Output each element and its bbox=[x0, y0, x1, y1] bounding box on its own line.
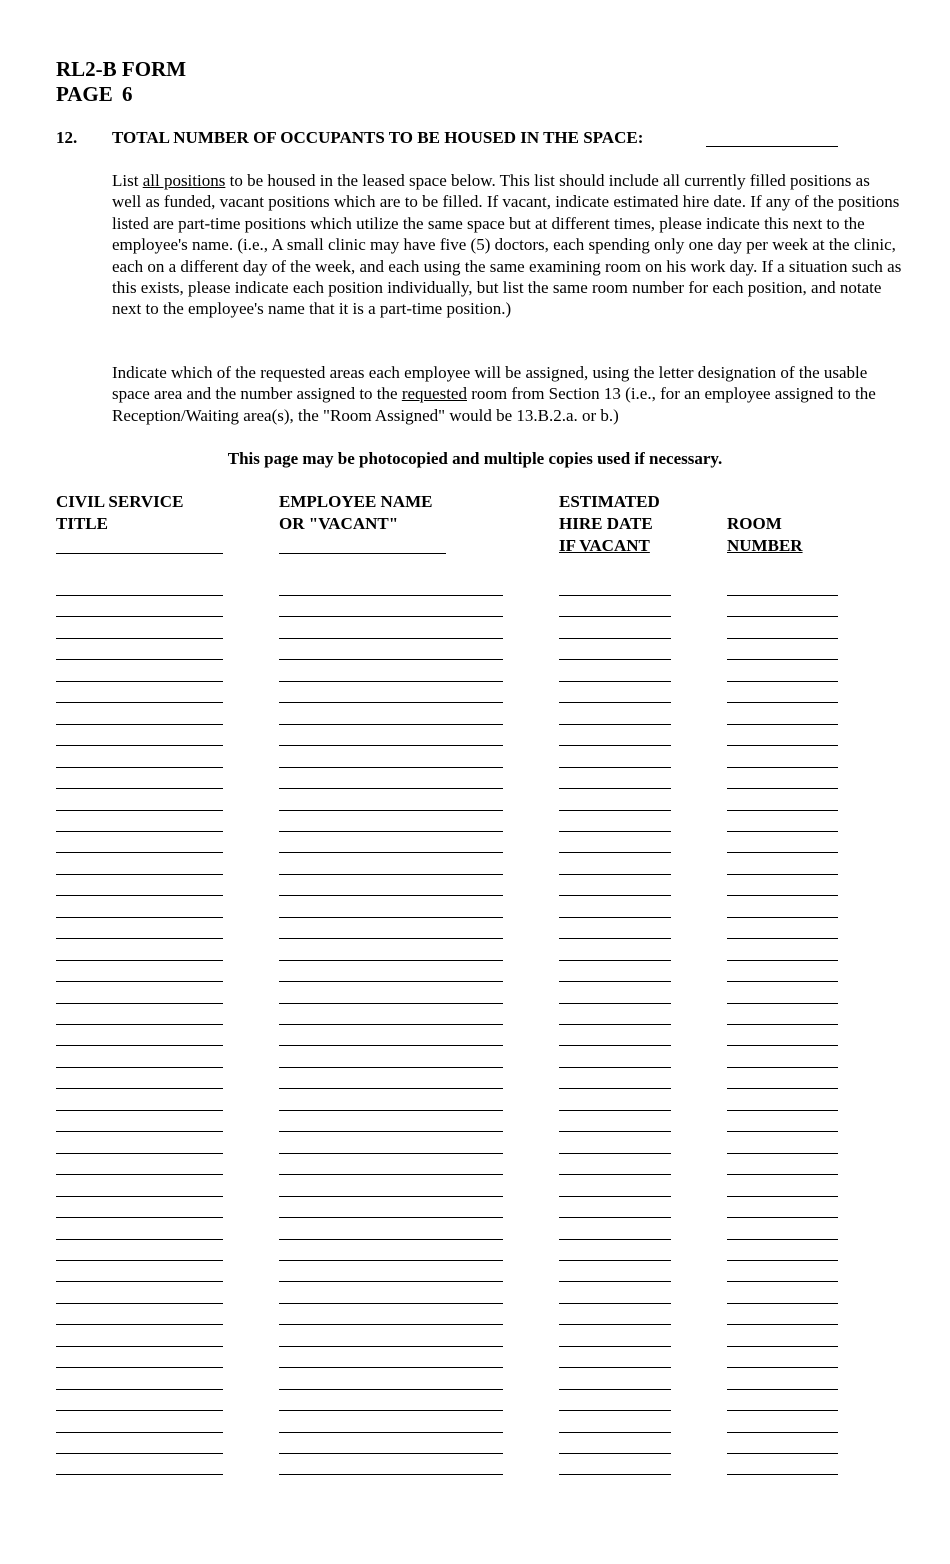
column-header-line: NUMBER bbox=[727, 536, 803, 555]
hire-date-line[interactable] bbox=[559, 1367, 671, 1368]
room-number-line[interactable] bbox=[727, 1303, 838, 1304]
hire-date-line[interactable] bbox=[559, 960, 671, 961]
hire-date-line[interactable] bbox=[559, 745, 671, 746]
page-number: PAGE 6 bbox=[56, 82, 133, 106]
civil-service-title-line[interactable] bbox=[56, 595, 223, 596]
room-number-line[interactable] bbox=[727, 616, 838, 617]
civil-service-title-line[interactable] bbox=[56, 1410, 223, 1411]
employee-name-line[interactable] bbox=[279, 1024, 503, 1025]
employee-name-line[interactable] bbox=[279, 895, 503, 896]
employee-name-line[interactable] bbox=[279, 745, 503, 746]
room-number-line[interactable] bbox=[727, 1217, 838, 1218]
employee-name-line[interactable] bbox=[279, 960, 503, 961]
question-text: TOTAL NUMBER OF OCCUPANTS TO BE HOUSED IN THE SPACE: bbox=[112, 128, 644, 147]
room-number-line[interactable] bbox=[727, 895, 838, 896]
room-number-line[interactable] bbox=[727, 681, 838, 682]
room-number-line[interactable] bbox=[727, 745, 838, 746]
instructions-text: List bbox=[112, 171, 143, 190]
civil-service-title-line[interactable] bbox=[56, 724, 223, 725]
civil-service-title-line[interactable] bbox=[56, 616, 223, 617]
room-number-line[interactable] bbox=[727, 724, 838, 725]
civil-service-title-line[interactable] bbox=[56, 981, 223, 982]
column-header-line: ESTIMATED bbox=[559, 492, 660, 511]
employee-name-line[interactable] bbox=[279, 1260, 503, 1261]
hire-date-line[interactable] bbox=[559, 1088, 671, 1089]
employee-name-line[interactable] bbox=[279, 1432, 503, 1433]
room-number-line[interactable] bbox=[727, 1088, 838, 1089]
form-title: RL2-B FORM bbox=[56, 57, 187, 81]
hire-date-line[interactable] bbox=[559, 938, 671, 939]
employee-name-line[interactable] bbox=[279, 1174, 503, 1175]
employee-name-line[interactable] bbox=[279, 1217, 503, 1218]
hire-date-line[interactable] bbox=[559, 917, 671, 918]
room-number-line[interactable] bbox=[727, 1324, 838, 1325]
hire-date-line[interactable] bbox=[559, 852, 671, 853]
civil-service-title-line[interactable] bbox=[56, 1174, 223, 1175]
room-number-line[interactable] bbox=[727, 702, 838, 703]
room-number-line[interactable] bbox=[727, 1260, 838, 1261]
civil-service-title-line[interactable] bbox=[56, 852, 223, 853]
room-number-line[interactable] bbox=[727, 638, 838, 639]
room-number-line[interactable] bbox=[727, 1131, 838, 1132]
employee-name-line[interactable] bbox=[279, 595, 503, 596]
employee-name-line[interactable] bbox=[279, 702, 503, 703]
room-number-line[interactable] bbox=[727, 1389, 838, 1390]
hire-date-line[interactable] bbox=[559, 810, 671, 811]
civil-service-title-line[interactable] bbox=[56, 1196, 223, 1197]
room-number-line[interactable] bbox=[727, 1474, 838, 1475]
room-number-line[interactable] bbox=[727, 659, 838, 660]
employee-name-line[interactable] bbox=[279, 1367, 503, 1368]
employee-name-line[interactable] bbox=[279, 767, 503, 768]
employee-name-line[interactable] bbox=[279, 852, 503, 853]
civil-service-title-line[interactable] bbox=[56, 1067, 223, 1068]
civil-service-title-line[interactable] bbox=[56, 917, 223, 918]
employee-name-line[interactable] bbox=[279, 788, 503, 789]
room-number-line[interactable] bbox=[727, 1281, 838, 1282]
civil-service-title-line[interactable] bbox=[56, 1346, 223, 1347]
hire-date-line[interactable] bbox=[559, 681, 671, 682]
instructions-underlined-text: all positions bbox=[142, 171, 226, 190]
employee-name-line[interactable] bbox=[279, 638, 503, 639]
employee-name-line[interactable] bbox=[279, 1239, 503, 1240]
civil-service-title-line[interactable] bbox=[56, 1260, 223, 1261]
hire-date-line[interactable] bbox=[559, 831, 671, 832]
room-number-line[interactable] bbox=[727, 1410, 838, 1411]
employee-name-line[interactable] bbox=[279, 938, 503, 939]
hire-date-line[interactable] bbox=[559, 1453, 671, 1454]
employee-name-line[interactable] bbox=[279, 1474, 503, 1475]
employee-name-line[interactable] bbox=[279, 1453, 503, 1454]
hire-date-line[interactable] bbox=[559, 616, 671, 617]
employee-name-line[interactable] bbox=[279, 981, 503, 982]
civil-service-title-line[interactable] bbox=[56, 1003, 223, 1004]
column-header-line: IF VACANT bbox=[559, 536, 650, 555]
room-number-line[interactable] bbox=[727, 1003, 838, 1004]
hire-date-line[interactable] bbox=[559, 1239, 671, 1240]
column-header-line: ROOM bbox=[727, 514, 782, 533]
room-number-line[interactable] bbox=[727, 810, 838, 811]
hire-date-line[interactable] bbox=[559, 1346, 671, 1347]
room-number-line[interactable] bbox=[727, 1367, 838, 1368]
civil-service-title-line[interactable] bbox=[56, 938, 223, 939]
employee-name-line[interactable] bbox=[279, 659, 503, 660]
employee-name-line[interactable] bbox=[279, 1110, 503, 1111]
civil-service-title-line[interactable] bbox=[56, 1432, 223, 1433]
room-number-line[interactable] bbox=[727, 1153, 838, 1154]
hire-date-line[interactable] bbox=[559, 1003, 671, 1004]
civil-service-title-line[interactable] bbox=[56, 1281, 223, 1282]
employee-name-line[interactable] bbox=[279, 1389, 503, 1390]
hire-date-line[interactable] bbox=[559, 659, 671, 660]
room-number-line[interactable] bbox=[727, 1196, 838, 1197]
instructions-text: to be housed in the leased space below. This list should include all currently filled positions as well as funded, vacant positions which are to be filled. If vacant, indicate estimated hire date. If any of the positions listed are part-time positions which utilize the same space but at different times, please indicate this next to the employee's name. (i.e., A small clinic may have five (5) doctors, each spending only one day per week at the clinic, each on a different day of the week, and each using the same examining room on his work day. If a situation such as this exists, please indicate each position individually, but list the same room number for each position, and notate next to the employee's name that it is a part-time position.) bbox=[112, 171, 902, 319]
employee-name-line[interactable] bbox=[279, 1346, 503, 1347]
room-number-line[interactable] bbox=[727, 831, 838, 832]
hire-date-line[interactable] bbox=[559, 1217, 671, 1218]
room-number-line[interactable] bbox=[727, 917, 838, 918]
column-header-line: EMPLOYEE NAME bbox=[279, 492, 433, 511]
employee-name-line[interactable] bbox=[279, 1324, 503, 1325]
room-number-line[interactable] bbox=[727, 1239, 838, 1240]
hire-date-line[interactable] bbox=[559, 1410, 671, 1411]
hire-date-line[interactable] bbox=[559, 874, 671, 875]
hire-date-line[interactable] bbox=[559, 1110, 671, 1111]
hire-date-line[interactable] bbox=[559, 702, 671, 703]
civil-service-title-line[interactable] bbox=[56, 1474, 223, 1475]
employee-name-line[interactable] bbox=[279, 1196, 503, 1197]
hire-date-line[interactable] bbox=[559, 767, 671, 768]
hire-date-line[interactable] bbox=[559, 1260, 671, 1261]
employee-name-line[interactable] bbox=[279, 874, 503, 875]
instructions-text: Indicate which of the requested areas each employee will be assigned, using the letter designation of the usable space area and the number assigned to the bbox=[112, 363, 868, 404]
hire-date-line[interactable] bbox=[559, 1281, 671, 1282]
room-number-line[interactable] bbox=[727, 1110, 838, 1111]
employee-name-line[interactable] bbox=[279, 1003, 503, 1004]
civil-service-title-line[interactable] bbox=[56, 1239, 223, 1240]
employee-name-line[interactable] bbox=[279, 1045, 503, 1046]
employee-name-line[interactable] bbox=[279, 724, 503, 725]
hire-date-line[interactable] bbox=[559, 1131, 671, 1132]
employee-name-line[interactable] bbox=[279, 917, 503, 918]
employee-name-line[interactable] bbox=[279, 1131, 503, 1132]
hire-date-line[interactable] bbox=[559, 788, 671, 789]
employee-name-line[interactable] bbox=[279, 1067, 503, 1068]
column-header-line: HIRE DATE bbox=[559, 514, 653, 533]
column-header-line: OR "VACANT" bbox=[279, 514, 399, 533]
hire-date-line[interactable] bbox=[559, 1474, 671, 1475]
hire-date-line[interactable] bbox=[559, 1196, 671, 1197]
room-number-line[interactable] bbox=[727, 1453, 838, 1454]
civil-service-title-line[interactable] bbox=[56, 1367, 223, 1368]
civil-service-title-line[interactable] bbox=[56, 1024, 223, 1025]
hire-date-line[interactable] bbox=[559, 1024, 671, 1025]
room-number-line[interactable] bbox=[727, 788, 838, 789]
hire-date-line[interactable] bbox=[559, 1174, 671, 1175]
civil-service-title-line[interactable] bbox=[56, 788, 223, 789]
employee-name-line[interactable] bbox=[279, 1153, 503, 1154]
hire-date-line[interactable] bbox=[559, 1389, 671, 1390]
civil-service-title-line[interactable] bbox=[56, 1131, 223, 1132]
room-number-line[interactable] bbox=[727, 960, 838, 961]
room-number-line[interactable] bbox=[727, 1346, 838, 1347]
civil-service-title-line[interactable] bbox=[56, 895, 223, 896]
hire-date-line[interactable] bbox=[559, 1153, 671, 1154]
hire-date-line[interactable] bbox=[559, 1067, 671, 1068]
hire-date-line[interactable] bbox=[559, 1045, 671, 1046]
hire-date-line[interactable] bbox=[559, 638, 671, 639]
civil-service-title-line[interactable] bbox=[56, 1153, 223, 1154]
column-header-line: TITLE bbox=[56, 514, 108, 533]
room-number-line[interactable] bbox=[727, 874, 838, 875]
civil-service-title-line[interactable] bbox=[56, 960, 223, 961]
room-number-line[interactable] bbox=[727, 1432, 838, 1433]
civil-service-title-line[interactable] bbox=[56, 1110, 223, 1111]
civil-service-title-line[interactable] bbox=[56, 1389, 223, 1390]
civil-service-title-line[interactable] bbox=[56, 681, 223, 682]
hire-date-line[interactable] bbox=[559, 895, 671, 896]
civil-service-title-line[interactable] bbox=[56, 874, 223, 875]
civil-service-title-line[interactable] bbox=[56, 1217, 223, 1218]
room-number-line[interactable] bbox=[727, 595, 838, 596]
instructions-underlined-text: requested bbox=[401, 384, 467, 404]
civil-service-title-line[interactable] bbox=[56, 810, 223, 811]
civil-service-title-line[interactable] bbox=[56, 638, 223, 639]
civil-service-title-line[interactable] bbox=[56, 831, 223, 832]
employee-name-line[interactable] bbox=[279, 1281, 503, 1282]
civil-service-title-line[interactable] bbox=[56, 1303, 223, 1304]
room-number-line[interactable] bbox=[727, 767, 838, 768]
hire-date-line[interactable] bbox=[559, 1303, 671, 1304]
civil-service-title-line[interactable] bbox=[56, 745, 223, 746]
civil-service-title-line[interactable] bbox=[56, 1045, 223, 1046]
hire-date-line[interactable] bbox=[559, 595, 671, 596]
question-number: 12. bbox=[56, 128, 78, 147]
room-number-line[interactable] bbox=[727, 1045, 838, 1046]
employee-name-line[interactable] bbox=[279, 810, 503, 811]
room-number-line[interactable] bbox=[727, 1067, 838, 1068]
photocopy-notice: This page may be photocopied and multiple copies used if necessary. bbox=[227, 449, 723, 468]
room-number-line[interactable] bbox=[727, 1174, 838, 1175]
instructions-text: room from Section 13 (i.e., for an employee assigned to the Reception/Waiting area(s), the "Room Assigned" would be 13.B.2.a. or b.) bbox=[112, 384, 876, 425]
civil-service-title-line[interactable] bbox=[56, 659, 223, 660]
civil-service-title-line[interactable] bbox=[56, 702, 223, 703]
room-number-line[interactable] bbox=[727, 852, 838, 853]
civil-service-title-line[interactable] bbox=[56, 767, 223, 768]
hire-date-line[interactable] bbox=[559, 1324, 671, 1325]
room-number-line[interactable] bbox=[727, 981, 838, 982]
employee-name-line[interactable] bbox=[279, 1088, 503, 1089]
room-number-line[interactable] bbox=[727, 938, 838, 939]
employee-name-line[interactable] bbox=[279, 681, 503, 682]
hire-date-line[interactable] bbox=[559, 981, 671, 982]
employee-name-line[interactable] bbox=[279, 831, 503, 832]
room-number-line[interactable] bbox=[727, 1024, 838, 1025]
civil-service-title-line[interactable] bbox=[56, 1324, 223, 1325]
employee-name-line[interactable] bbox=[279, 1410, 503, 1411]
hire-date-line[interactable] bbox=[559, 724, 671, 725]
employee-name-line[interactable] bbox=[279, 616, 503, 617]
civil-service-title-line[interactable] bbox=[56, 1088, 223, 1089]
civil-service-title-line[interactable] bbox=[56, 1453, 223, 1454]
hire-date-line[interactable] bbox=[559, 1432, 671, 1433]
column-header-line: CIVIL SERVICE bbox=[56, 492, 184, 511]
employee-name-line[interactable] bbox=[279, 1303, 503, 1304]
